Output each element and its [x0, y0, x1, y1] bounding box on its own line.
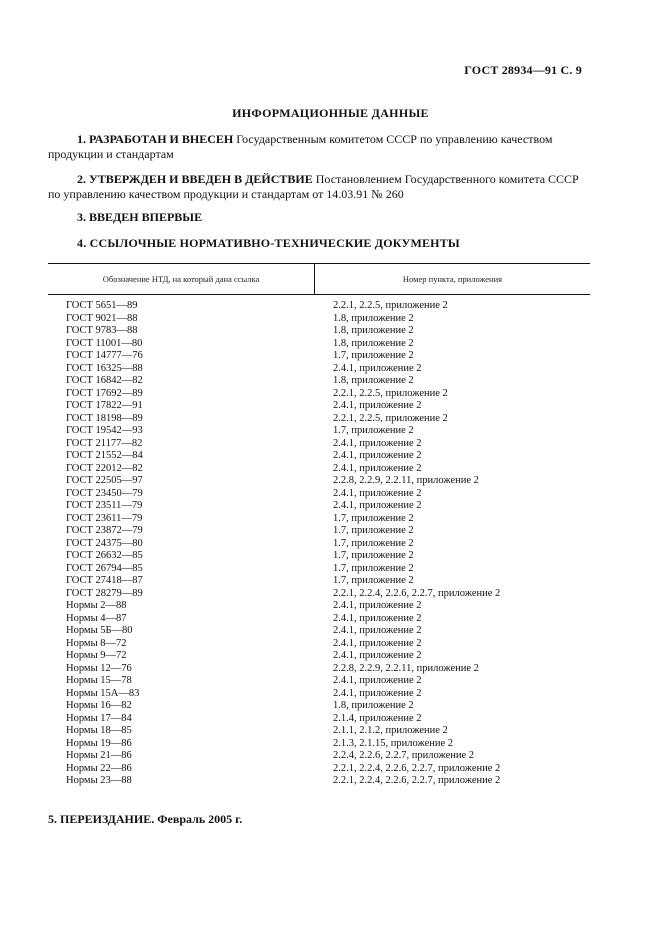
cell-clause: 1.7, приложение 2 [333, 425, 414, 436]
table-row [48, 375, 590, 388]
cell-clause: 2.4.1, приложение 2 [333, 487, 422, 499]
table-row [48, 688, 590, 701]
cell-document: Нормы 8—72 [66, 637, 127, 649]
cell-clause: 2.4.1, приложение 2 [333, 675, 422, 686]
cell-clause: 2.4.1, приложение 2 [333, 437, 422, 449]
item-1-developed [48, 132, 590, 162]
cell-document: ГОСТ 28279—89 [66, 587, 143, 599]
item-2-heading: 2. УТВЕРЖДЕН И ВВЕДЕН В ДЕЙСТВИЕ [77, 172, 313, 186]
cell-clause: 1.8, приложение 2 [333, 312, 414, 324]
cell-document: Нормы 2—88 [66, 600, 127, 611]
table-body [48, 295, 590, 788]
table-row [48, 400, 590, 413]
table-row [48, 738, 590, 751]
cell-document: ГОСТ 23511—79 [66, 500, 143, 511]
cell-clause: 1.7, приложение 2 [333, 525, 414, 536]
cell-document: Нормы 12—76 [66, 662, 132, 674]
column-header-document: Обозначение НТД, на который дана ссылка [102, 274, 260, 284]
cell-clause: 2.4.1, приложение 2 [333, 450, 422, 461]
cell-clause: 2.4.1, приложение 2 [333, 687, 422, 699]
table-row [48, 625, 590, 638]
table-header [48, 263, 590, 295]
cell-document: ГОСТ 23450—79 [66, 487, 143, 499]
cell-clause: 2.1.3, 2.1.15, приложение 2 [333, 737, 454, 749]
item-1-heading: 1. РАЗРАБОТАН И ВНЕСЕН [77, 132, 234, 146]
cell-document: ГОСТ 23872—79 [66, 525, 143, 536]
page-header: ГОСТ 28934—91 С. 9 [464, 63, 582, 77]
table-row [48, 450, 590, 463]
cell-document: ГОСТ 14777—76 [66, 350, 143, 361]
item-4-references-heading: 4. ССЫЛОЧНЫЕ НОРМАТИВНО-ТЕХНИЧЕСКИЕ ДОКУМЕНТЫ [77, 236, 460, 250]
cell-document: Нормы 15А—83 [66, 687, 140, 699]
item-1-text: Государственным комитетом СССР по управлению качеством продукции и стандартам [48, 132, 553, 161]
cell-document: ГОСТ 26794—85 [66, 562, 143, 574]
cell-clause: 1.8, приложение 2 [333, 325, 414, 336]
cell-clause: 2.4.1, приложение 2 [333, 625, 422, 636]
references-table [48, 263, 590, 788]
cell-document: ГОСТ 21177—82 [66, 437, 143, 449]
item-2-text: Постановлением Государственного комитета СССР по управлению качеством продукции и стандартам от 14.03.91 № 260 [48, 172, 579, 201]
table-row [48, 675, 590, 688]
cell-clause: 1.7, приложение 2 [333, 550, 414, 561]
cell-clause: 2.4.1, приложение 2 [333, 650, 422, 661]
cell-document: Нормы 23—88 [66, 775, 132, 786]
cell-document: ГОСТ 26632—85 [66, 550, 143, 561]
table-row [48, 425, 590, 438]
section-title: ИНФОРМАЦИОННЫЕ ДАННЫЕ [232, 106, 429, 120]
cell-clause: 2.1.1, 2.1.2, приложение 2 [333, 725, 448, 736]
cell-clause: 1.8, приложение 2 [333, 337, 414, 349]
cell-clause: 2.2.8, 2.2.9, 2.2.11, приложение 2 [333, 475, 479, 486]
cell-clause: 2.2.1, 2.2.4, 2.2.6, 2.2.7, приложение 2 [333, 775, 501, 786]
cell-clause: 2.2.1, 2.2.5, приложение 2 [333, 412, 448, 424]
cell-document: Нормы 9—72 [66, 650, 127, 661]
table-row [48, 563, 590, 576]
cell-clause: 2.4.1, приложение 2 [333, 600, 422, 611]
cell-document: Нормы 19—86 [66, 737, 132, 749]
table-row [48, 488, 590, 501]
item-2-approved [48, 172, 590, 202]
cell-clause: 1.7, приложение 2 [333, 512, 414, 524]
cell-document: ГОСТ 22505—97 [66, 475, 143, 486]
cell-clause: 1.7, приложение 2 [333, 575, 414, 586]
cell-clause: 2.1.4, приложение 2 [333, 712, 422, 724]
cell-clause: 1.7, приложение 2 [333, 562, 414, 574]
column-header-clause: Номер пункта, приложения [402, 274, 503, 284]
table-row [48, 713, 590, 726]
cell-document: ГОСТ 27418—87 [66, 575, 143, 586]
cell-document: ГОСТ 9783—88 [66, 325, 138, 336]
table-row [48, 463, 590, 476]
cell-clause: 2.4.1, приложение 2 [333, 637, 422, 649]
table-row [48, 663, 590, 676]
cell-clause: 2.4.1, приложение 2 [333, 612, 422, 624]
table-row [48, 363, 590, 376]
cell-document: Нормы 5Б—80 [66, 625, 133, 636]
cell-document: Нормы 16—82 [66, 700, 132, 711]
table-row [48, 300, 590, 313]
cell-document: ГОСТ 22012—82 [66, 462, 143, 474]
table-row [48, 725, 590, 738]
item-3-first-introduced: 3. ВВЕДЕН ВПЕРВЫЕ [77, 210, 203, 224]
table-row [48, 700, 590, 713]
table-row [48, 763, 590, 776]
cell-document: Нормы 22—86 [66, 762, 132, 774]
table-row [48, 413, 590, 426]
table-row [48, 650, 590, 663]
cell-document: ГОСТ 17822—91 [66, 400, 143, 411]
table-row [48, 475, 590, 488]
cell-clause: 2.4.1, приложение 2 [333, 500, 422, 511]
table-row [48, 500, 590, 513]
cell-document: ГОСТ 19542—93 [66, 425, 143, 436]
cell-clause: 2.4.1, приложение 2 [333, 400, 422, 411]
table-row [48, 750, 590, 763]
table-row [48, 638, 590, 651]
cell-document: ГОСТ 24375—80 [66, 537, 143, 549]
cell-clause: 2.2.1, 2.2.4, 2.2.6, 2.2.7, приложение 2 [333, 762, 501, 774]
cell-document: ГОСТ 23611—79 [66, 512, 143, 524]
cell-document: ГОСТ 11001—80 [66, 337, 143, 349]
cell-document: Нормы 15—78 [66, 675, 132, 686]
cell-document: ГОСТ 21552—84 [66, 450, 143, 461]
cell-clause: 1.7, приложение 2 [333, 350, 414, 361]
cell-document: Нормы 17—84 [66, 712, 132, 724]
table-row [48, 350, 590, 363]
table-row [48, 313, 590, 326]
cell-document: Нормы 21—86 [66, 750, 132, 761]
cell-document: ГОСТ 16842—82 [66, 375, 143, 386]
table-row [48, 513, 590, 526]
cell-document: ГОСТ 16325—88 [66, 362, 143, 374]
cell-document: ГОСТ 18198—89 [66, 412, 143, 424]
item-5-reissue: 5. ПЕРЕИЗДАНИЕ. Февраль 2005 г. [48, 812, 243, 826]
cell-clause: 2.2.1, 2.2.4, 2.2.6, 2.2.7, приложение 2 [333, 587, 501, 599]
cell-clause: 2.4.1, приложение 2 [333, 462, 422, 474]
cell-document: ГОСТ 17692—89 [66, 387, 143, 399]
cell-clause: 2.2.1, 2.2.5, приложение 2 [333, 387, 448, 399]
cell-document: ГОСТ 5651—89 [66, 300, 138, 311]
table-row [48, 613, 590, 626]
cell-clause: 2.2.8, 2.2.9, 2.2.11, приложение 2 [333, 662, 479, 674]
cell-document: ГОСТ 9021—88 [66, 312, 138, 324]
cell-clause: 1.8, приложение 2 [333, 700, 414, 711]
cell-document: Нормы 4—87 [66, 612, 127, 624]
cell-clause: 2.2.1, 2.2.5, приложение 2 [333, 300, 448, 311]
table-row [48, 438, 590, 451]
table-row [48, 388, 590, 401]
cell-clause: 1.8, приложение 2 [333, 375, 414, 386]
cell-clause: 2.4.1, приложение 2 [333, 362, 422, 374]
cell-clause: 1.7, приложение 2 [333, 537, 414, 549]
table-row [48, 338, 590, 351]
table-row [48, 538, 590, 551]
table-row [48, 325, 590, 338]
table-row [48, 550, 590, 563]
table-row [48, 588, 590, 601]
cell-document: Нормы 18—85 [66, 725, 132, 736]
cell-clause: 2.2.4, 2.2.6, 2.2.7, приложение 2 [333, 750, 475, 761]
table-row [48, 775, 590, 788]
table-row [48, 525, 590, 538]
table-row [48, 600, 590, 613]
table-row [48, 575, 590, 588]
